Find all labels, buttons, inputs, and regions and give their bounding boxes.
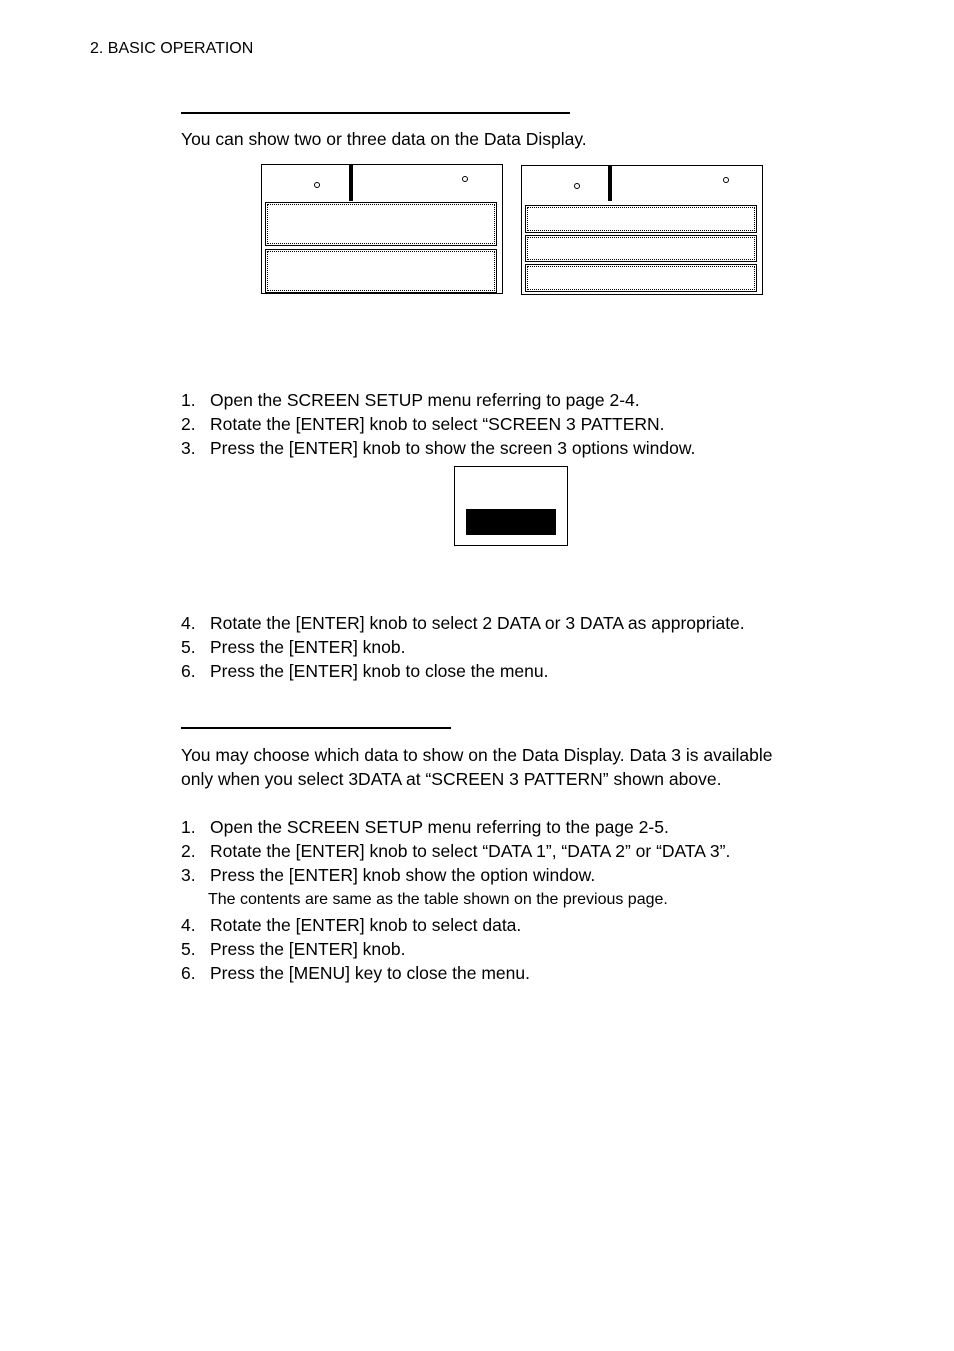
degree-symbol [574, 183, 580, 189]
section1-heading-rule [181, 112, 570, 114]
step-number: 2. [181, 414, 196, 434]
list-item [181, 913, 730, 937]
degree-symbol [462, 176, 468, 182]
data-field-2 [265, 249, 497, 293]
step-text: Press the [ENTER] knob. [210, 637, 406, 657]
section2-intro-line2: only when you select 3DATA at “SCREEN 3 PATTERN” shown above. [181, 769, 722, 789]
list-item [181, 436, 695, 460]
three-data-display-diagram [521, 165, 763, 295]
list-item [181, 412, 695, 436]
list-item [181, 388, 695, 412]
panel-divider [349, 165, 353, 201]
step-number: 4. [181, 613, 196, 633]
screen3-options-window [454, 466, 568, 546]
step-text: Open the SCREEN SETUP menu referring to page 2-4. [210, 390, 640, 410]
list-item [181, 815, 730, 839]
step-text: Rotate the [ENTER] knob to select 2 DATA or 3 DATA as appropriate. [210, 613, 745, 633]
step-text: Rotate the [ENTER] knob to select “DATA 1”, “DATA 2” or “DATA 3”. [210, 841, 731, 861]
section1-steps-a [181, 388, 695, 460]
step-text: Press the [ENTER] knob to close the menu. [210, 661, 549, 681]
list-item [181, 635, 745, 659]
panel-divider [608, 166, 612, 201]
degree-symbol [723, 177, 729, 183]
two-data-display-diagram [261, 164, 503, 294]
selected-option-highlight [466, 509, 556, 535]
step-number: 3. [181, 438, 196, 458]
list-item [181, 937, 730, 961]
step-number: 6. [181, 661, 196, 681]
step-number: 3. [181, 865, 196, 885]
section1-steps-b [181, 611, 745, 683]
step-number: 5. [181, 637, 196, 657]
data-field-1 [525, 205, 757, 233]
list-item [181, 961, 730, 985]
data-field-2 [525, 235, 757, 262]
step-note [181, 887, 730, 913]
section1-intro: You can show two or three data on the Data Display. [181, 129, 587, 149]
data-field-3 [525, 264, 757, 292]
step-number: 4. [181, 915, 196, 935]
section2-steps [181, 815, 730, 985]
degree-symbol [314, 182, 320, 188]
step-text: Press the [ENTER] knob show the option window. [210, 865, 596, 885]
chapter-header: 2. BASIC OPERATION [90, 40, 254, 57]
step-text: Press the [ENTER] knob. [210, 939, 406, 959]
step-number: 5. [181, 939, 196, 959]
step-number: 6. [181, 963, 196, 983]
list-item [181, 863, 730, 887]
section2-heading-rule [181, 727, 451, 729]
step-text: Rotate the [ENTER] knob to select data. [210, 915, 522, 935]
list-item [181, 839, 730, 863]
step-text: Press the [MENU] key to close the menu. [210, 963, 530, 983]
list-item [181, 611, 745, 635]
list-item [181, 659, 745, 683]
step-text: Press the [ENTER] knob to show the screen 3 options window. [210, 438, 696, 458]
section2-intro-line1: You may choose which data to show on the Data Display. Data 3 is available [181, 745, 773, 765]
step-number: 1. [181, 390, 196, 410]
step-number: 1. [181, 817, 196, 837]
step-text: Open the SCREEN SETUP menu referring to the page 2-5. [210, 817, 669, 837]
note-text: The contents are same as the table shown on the previous page. [208, 891, 668, 908]
step-number: 2. [181, 841, 196, 861]
data-field-1 [265, 202, 497, 246]
step-text: Rotate the [ENTER] knob to select “SCREEN 3 PATTERN. [210, 414, 665, 434]
